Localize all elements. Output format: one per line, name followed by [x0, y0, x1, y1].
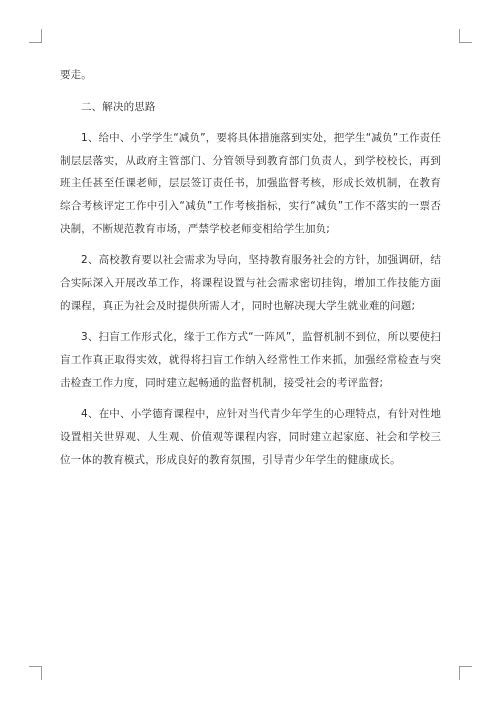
crop-mark-bottom-right [459, 666, 472, 680]
crop-mark-top-right [459, 29, 472, 43]
lead-line: 要走。 [60, 69, 92, 81]
paragraph-2: 2、高校教育要以社会需求为导向，坚持教育服务社会的方针，加强调研，结合实际深入开展改革工作，将课程设置与社会需求密切挂钩，增加工作技能方面的课程，真正为社会及时提供所需人才，同时也解决现大学生就业难的问题; [60, 254, 441, 312]
crop-mark-bottom-left [29, 666, 42, 680]
section-heading: 二、解决的思路 [81, 100, 156, 113]
paragraph-3: 3、扫盲工作形式化，缘于工作方式“一阵风”，监督机制不到位，所以要使扫盲工作真正取得实效，就得将扫盲工作纳入经常性工作来抓，加强经常检查与突击检查工作力度，同时建立起畅通的监督机制，接受社会的考评监督; [60, 331, 441, 389]
crop-mark-top-left [29, 29, 42, 43]
paragraph-1: 1、给中、小学学生“减负”，要将具体措施落到实处，把学生“减负”工作责任制层层落实，从政府主管部门、分管领导到教育部门负责人，到学校校长，再到班主任甚至任课老师，层层签订责任书，加强监督考核，形成长效机制，在教育综合考核评定工作中引入“减负”工作考核指标，实行“减负”工作不落实的一票否决制，不断规范教育市场，严禁学校老师变相给学生加负; [60, 132, 441, 235]
document-body [60, 64, 441, 480]
paragraph-4: 4、在中、小学德育课程中，应针对当代青少年学生的心理特点，有针对性地设置相关世界观、人生观、价值观等课程内容，同时建立起家庭、社会和学校三位一体的教育模式，形成良好的教育氛围，引导青少年学生的健康成长。 [60, 408, 441, 466]
